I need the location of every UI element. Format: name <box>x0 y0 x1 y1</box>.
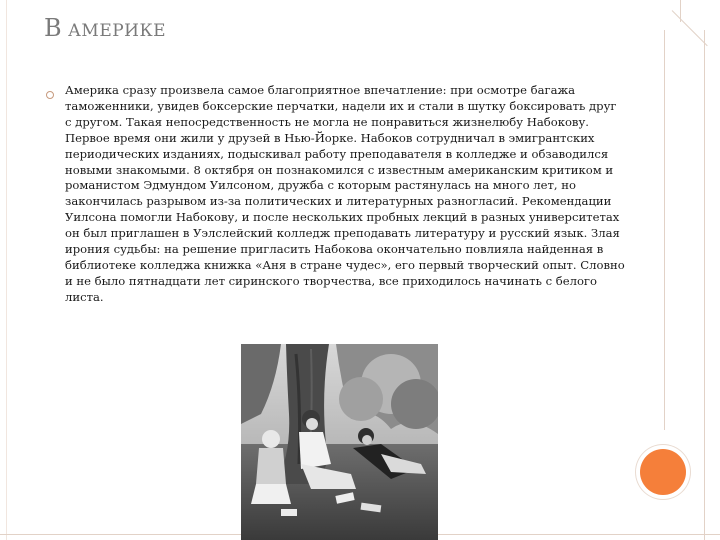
frame-corner-diagonal <box>672 10 708 46</box>
slide-title-initial: В <box>44 14 63 42</box>
slide-title-rest: АМЕРИКЕ <box>62 21 167 41</box>
nabokov-photo <box>241 344 438 540</box>
frame-inner-line <box>664 30 665 430</box>
slide-title <box>44 14 166 42</box>
decorative-orange-circle <box>640 449 686 495</box>
frame-right-line <box>704 30 705 540</box>
frame-left-border <box>6 0 7 540</box>
photo-illustration <box>241 344 438 540</box>
bullet-icon <box>46 91 54 99</box>
body-paragraph: Америка сразу произвела самое благоприятное впечатление: при осмотре багажа таможенники, увидев боксерские перчатки, надели их и стали в шутку боксировать друг с другом. Такая непосредственность не могла не понравиться жизнелюбу Набокову. Первое время они жили у друзей в Нью-Йорке. Набоков сотрудничал в эмигрантских периодических изданиях, подыскивал работу преподавателя в колледже и обзаводился новыми знакомыми. 8 октября он познакомился с известным американским критиком и романистом Эдмундом Уилсоном, дружба с которым растянулась на много лет, но закончилась разрывом из-за политических и литературных разногласий. Рекомендации Уилсона помогли Набокову, и после нескольких пробных лекций в разных университетах он был приглашен в Уэлслейский колледж преподавать литературу и русский язык. Злая ирония судьбы: на решение пригласить Набокова окончательно повлияла найденная в библиотеке колледжа книжка «Аня в стране чудес», его первый творческий опыт. Словно и не было пятнадцати лет сиринского творчества, все приходилось начинать с белого листа. <box>65 83 625 304</box>
